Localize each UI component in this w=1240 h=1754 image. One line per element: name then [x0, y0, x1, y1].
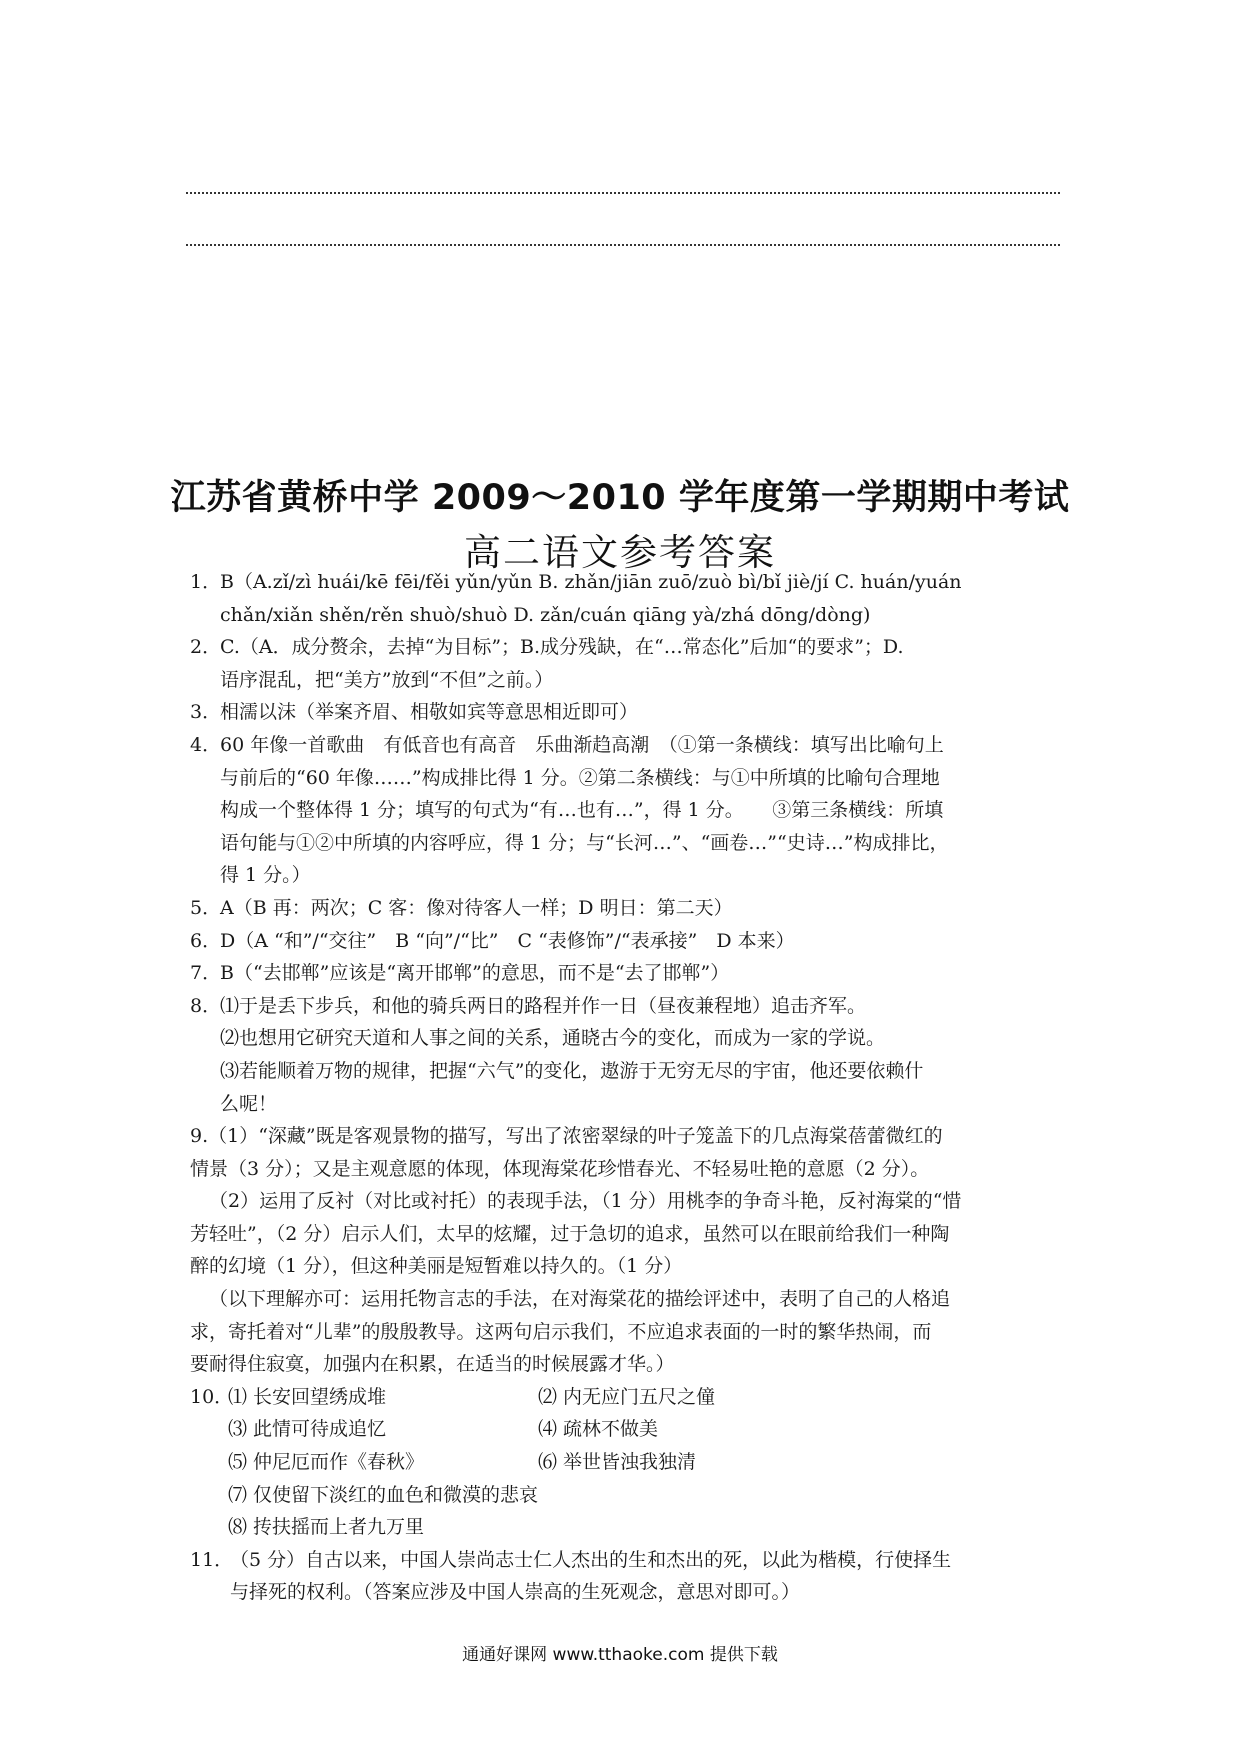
answer-2 — [190, 631, 1060, 696]
answer-text: chǎn/xiǎn shěn/rěn shuò/shuò D. zǎn/cuán qiāng yà/zhá dōng/dòng) — [220, 603, 871, 626]
answer-text: ⑸ 仲尼厄而作《春秋》 — [228, 1451, 425, 1474]
answer-text: ⑴ 长安回望绣成堆 — [228, 1385, 387, 1408]
answer-6 — [190, 925, 1060, 958]
answer-5 — [190, 892, 1060, 925]
answer-list — [190, 566, 1060, 1609]
answer-number: 8． — [190, 994, 222, 1017]
answer-text: ⑹ 举世皆浊我独清 — [538, 1451, 697, 1474]
answer-text: ⑵也想用它研究天道和人事之间的关系，通晓古今的变化，而成为一家的学说。 — [220, 1027, 886, 1050]
answer-number: 11． — [190, 1548, 234, 1571]
answer-text: ⑵ 内无应门五尺之僮 — [538, 1385, 716, 1408]
answer-text: ⑻ 抟扶摇而上者九万里 — [228, 1516, 425, 1539]
answer-number: 2． — [190, 636, 222, 659]
answer-11 — [190, 1544, 1060, 1609]
answer-text: 9.（1）“深藏”既是客观景物的描写，写出了浓密翠绿的叶子笼盖下的几点海棠蓓蕾微红的 — [190, 1125, 943, 1148]
answer-10 — [190, 1381, 1060, 1544]
answer-text: ⑷ 疏林不做美 — [538, 1418, 659, 1441]
answer-number: 3． — [190, 701, 222, 724]
answer-text: 要耐得住寂寞，加强内在积累，在适当的时候展露才华。） — [190, 1353, 675, 1376]
answer-text: （5 分）自古以来，中国人崇尚志士仁人杰出的生和杰出的死，以此为楷模，行使择生 — [230, 1548, 952, 1571]
answer-text: 语句能与①②中所填的内容呼应，得 1 分；与“长河…”、“画卷…”“史诗…”构成排比， — [220, 831, 949, 854]
answer-text: 芳轻吐”，（2 分）启示人们，太早的炫耀，过于急切的追求，虽然可以在眼前给我们一种陶 — [190, 1222, 950, 1245]
answer-text: B（“去邯郸”应该是“离开邯郸”的意思，而不是“去了邯郸”） — [220, 962, 730, 985]
answer-number: 5． — [190, 896, 222, 919]
answer-number: 4． — [190, 733, 222, 756]
answer-text: 得 1 分。） — [220, 864, 311, 887]
answer-text: D（A “和”/“交往” B “向”/“比” C “表修饰”/“表承接” D 本来） — [220, 929, 795, 952]
answer-text: 求，寄托着对“儿辈”的殷殷教导。这两句启示我们，不应追求表面的一时的繁华热闹，而 — [190, 1320, 932, 1343]
answer-8 — [190, 990, 1060, 1120]
page-subtitle: 高二语文参考答案 — [464, 531, 776, 574]
answer-4 — [190, 729, 1060, 892]
answer-text: （以下理解亦可：运用托物言志的手法，在对海棠花的描绘评述中，表明了自己的人格追 — [209, 1288, 951, 1311]
answer-3 — [190, 696, 1060, 729]
answer-text: A（B 再：两次；C 客：像对待客人一样；D 明日：第二天） — [220, 896, 733, 919]
answer-9 — [190, 1120, 1060, 1381]
answer-text: ⑺ 仅使留下淡红的血色和微漠的悲哀 — [228, 1483, 539, 1506]
answer-text: 语序混乱，把“美方”放到“不但”之前。） — [220, 668, 554, 691]
answer-text: ⑶ 此情可待成追忆 — [228, 1418, 387, 1441]
answer-text: 么呢！ — [220, 1092, 278, 1115]
answer-text: ⑴于是丢下步兵，和他的骑兵两日的路程并作一日（昼夜兼程地）追击齐军。 — [220, 994, 867, 1017]
answer-text: C.（A．成分赘余，去掉“为目标”；B.成分残缺，在“…常态化”后加“的要求”；D. — [220, 636, 904, 659]
answer-text: 情景（3 分）；又是主观意愿的体现，体现海棠花珍惜春光、不轻易吐艳的意愿（2 分）。 — [190, 1157, 930, 1180]
answer-text: ⑶若能顺着万物的规律，把握“六气”的变化，遨游于无穷无尽的宇宙，他还要依赖什 — [220, 1059, 924, 1082]
answer-text: （2）运用了反衬（对比或衬托）的表现手法，（1 分）用桃李的争奇斗艳，反衬海棠的“惜 — [209, 1190, 962, 1213]
answer-1 — [190, 566, 1060, 631]
answer-7 — [190, 957, 1060, 990]
answer-text: 60 年像一首歌曲 有低音也有高音 乐曲渐趋高潮 （①第一条横线：填写出比喻句上 — [220, 733, 944, 756]
answer-number: 10． — [190, 1385, 234, 1408]
answer-text: 相濡以沫（举案齐眉、相敬如宾等意思相近即可） — [220, 701, 639, 724]
answer-number: 7． — [190, 962, 222, 985]
answer-text: 构成一个整体得 1 分；填写的句式为“有…也有…”，得 1 分。 ③第三条横线：所填 — [220, 799, 944, 822]
page-title: 江苏省黄桥中学 2009～2010 学年度第一学期期中考试 — [170, 478, 1070, 518]
answer-number: 6． — [190, 929, 222, 952]
answer-text: 与前后的“60 年像……”构成排比得 1 分。②第二条横线：与①中所填的比喻句合理地 — [220, 766, 940, 789]
second-dotted-rule — [186, 244, 1060, 246]
answer-text: 与择死的权利。（答案应涉及中国人崇高的生死观念，意思对即可。） — [230, 1581, 801, 1604]
top-dotted-rule — [186, 192, 1060, 194]
answer-text: B（A.zǐ/zì huái/kē fēi/fěi yǔn/yǔn B. zhǎn/jiān zuō/zuò bì/bǐ jiè/jí C. huán/yuán — [220, 571, 962, 593]
answer-number: 1． — [190, 571, 222, 593]
footer-credit: 通通好课网 www.tthaoke.com 提供下载 — [462, 1645, 778, 1665]
answer-text: 醉的幻境（1 分），但这种美丽是短暂难以持久的。（1 分） — [190, 1255, 683, 1278]
